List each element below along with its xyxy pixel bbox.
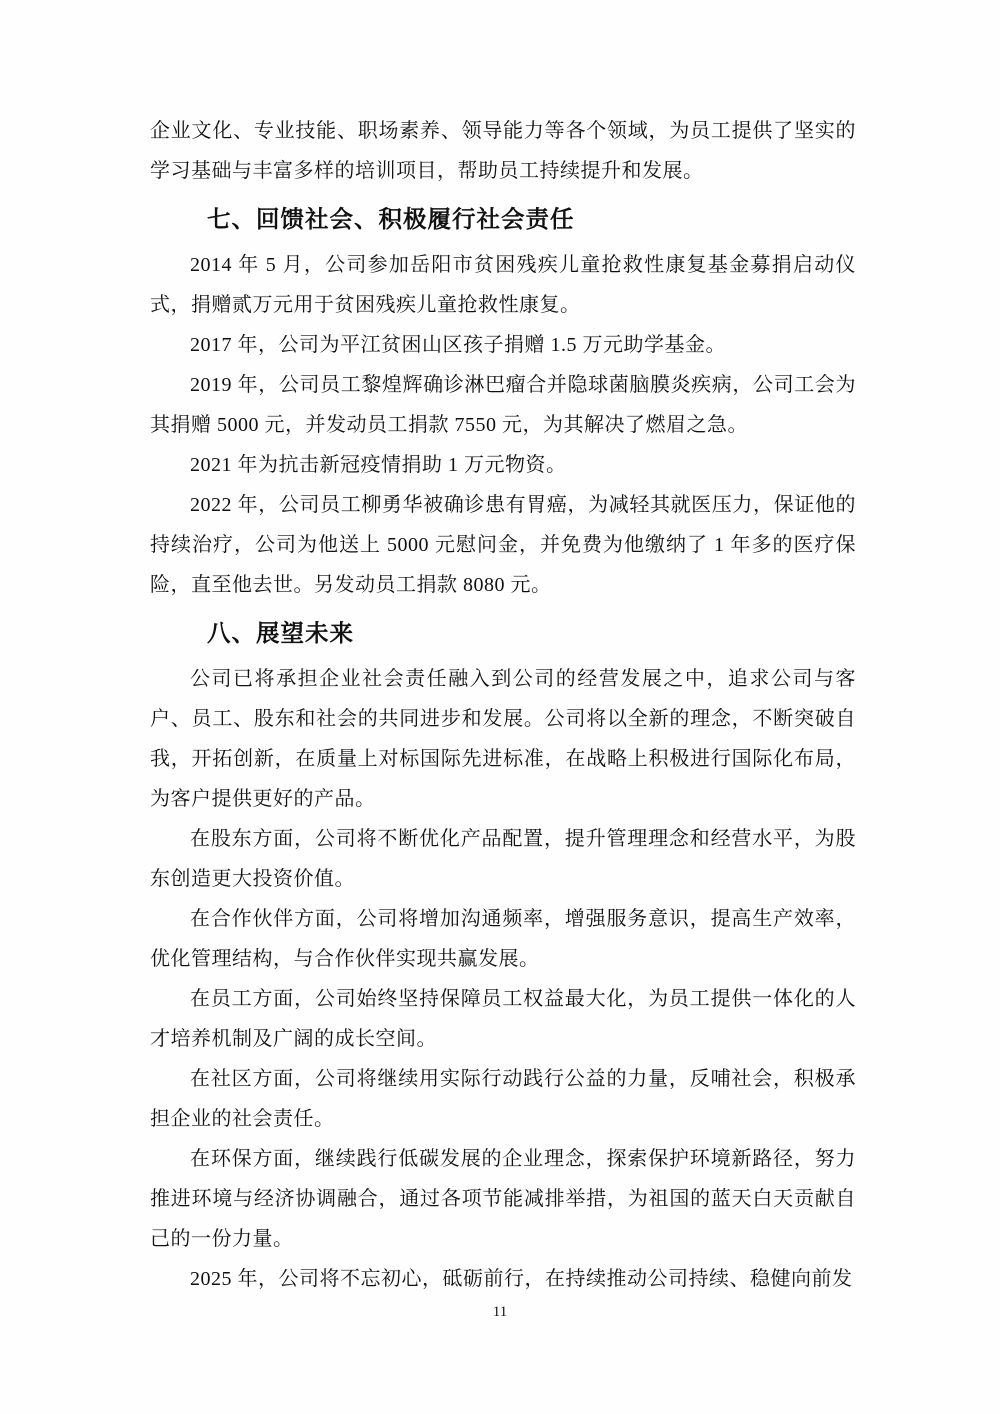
- section-8-paragraph-employees: 在员工方面，公司始终坚持保障员工权益最大化，为员工提供一体化的人才培养机制及广阔的成长空间。: [150, 988, 856, 1050]
- page-content: [150, 111, 856, 1299]
- section-7-paragraph-2014: 2014 年 5 月，公司参加岳阳市贫困残疾儿童抢救性康复基金募捐启动仪式，捐赠贰万元用于贫困残疾儿童抢救性康复。: [150, 254, 856, 316]
- section-8-paragraph-shareholders: 在股东方面，公司将不断优化产品配置，提升管理理念和经营水平，为股东创造更大投资价值。: [150, 828, 856, 890]
- section-7-heading: 七、回馈社会、积极履行社会责任: [207, 207, 575, 233]
- section-7-paragraph-2022: 2022 年，公司员工柳勇华被确诊患有胃癌，为减轻其就医压力，保证他的持续治疗，公司为他送上 5000 元慰问金，并免费为他缴纳了 1 年多的医疗保险，直至他去世。另发动员工捐款 8080 元。: [150, 494, 856, 596]
- section-7-paragraph-2017: 2017 年，公司为平江贫困山区孩子捐赠 1.5 万元助学基金。: [190, 334, 726, 356]
- section-8-paragraph-overview: 公司已将承担企业社会责任融入到公司的经营发展之中，追求公司与客户、员工、股东和社会的共同进步和发展。公司将以全新的理念，不断突破自我，开拓创新，在质量上对标国际先进标准，在战略上积极进行国际化布局，为客户提供更好的产品。: [150, 668, 856, 810]
- section-7-paragraph-2021: 2021 年为抗击新冠疫情捐助 1 万元物资。: [190, 454, 567, 476]
- section-8-paragraph-community: 在社区方面，公司将继续用实际行动践行公益的力量，反哺社会，积极承担企业的社会责任。: [150, 1068, 856, 1130]
- section-8-paragraph-2025: 2025 年，公司将不忘初心，砥砺前行，在持续推动公司持续、稳健向前发: [190, 1268, 853, 1290]
- section-8-heading: 八、展望未来: [207, 621, 354, 647]
- section-8-paragraph-environment: 在环保方面，继续践行低碳发展的企业理念，探索保护环境新路径，努力推进环境与经济协调融合，通过各项节能减排举措，为祖国的蓝天白天贡献自己的一份力量。: [150, 1148, 856, 1250]
- page-number: 11: [492, 1304, 508, 1320]
- intro-continuation-paragraph: 企业文化、专业技能、职场素养、领导能力等各个领域，为员工提供了坚实的学习基础与丰富多样的培训项目，帮助员工持续提升和发展。: [150, 120, 856, 182]
- section-7-paragraph-2019: 2019 年，公司员工黎煌辉确诊淋巴瘤合并隐球菌脑膜炎疾病，公司工会为其捐赠 5000 元，并发动员工捐款 7550 元，为其解决了燃眉之急。: [150, 374, 856, 436]
- section-8-paragraph-partners: 在合作伙伴方面，公司将增加沟通频率，增强服务意识，提高生产效率，优化管理结构，与合作伙伴实现共赢发展。: [150, 908, 856, 970]
